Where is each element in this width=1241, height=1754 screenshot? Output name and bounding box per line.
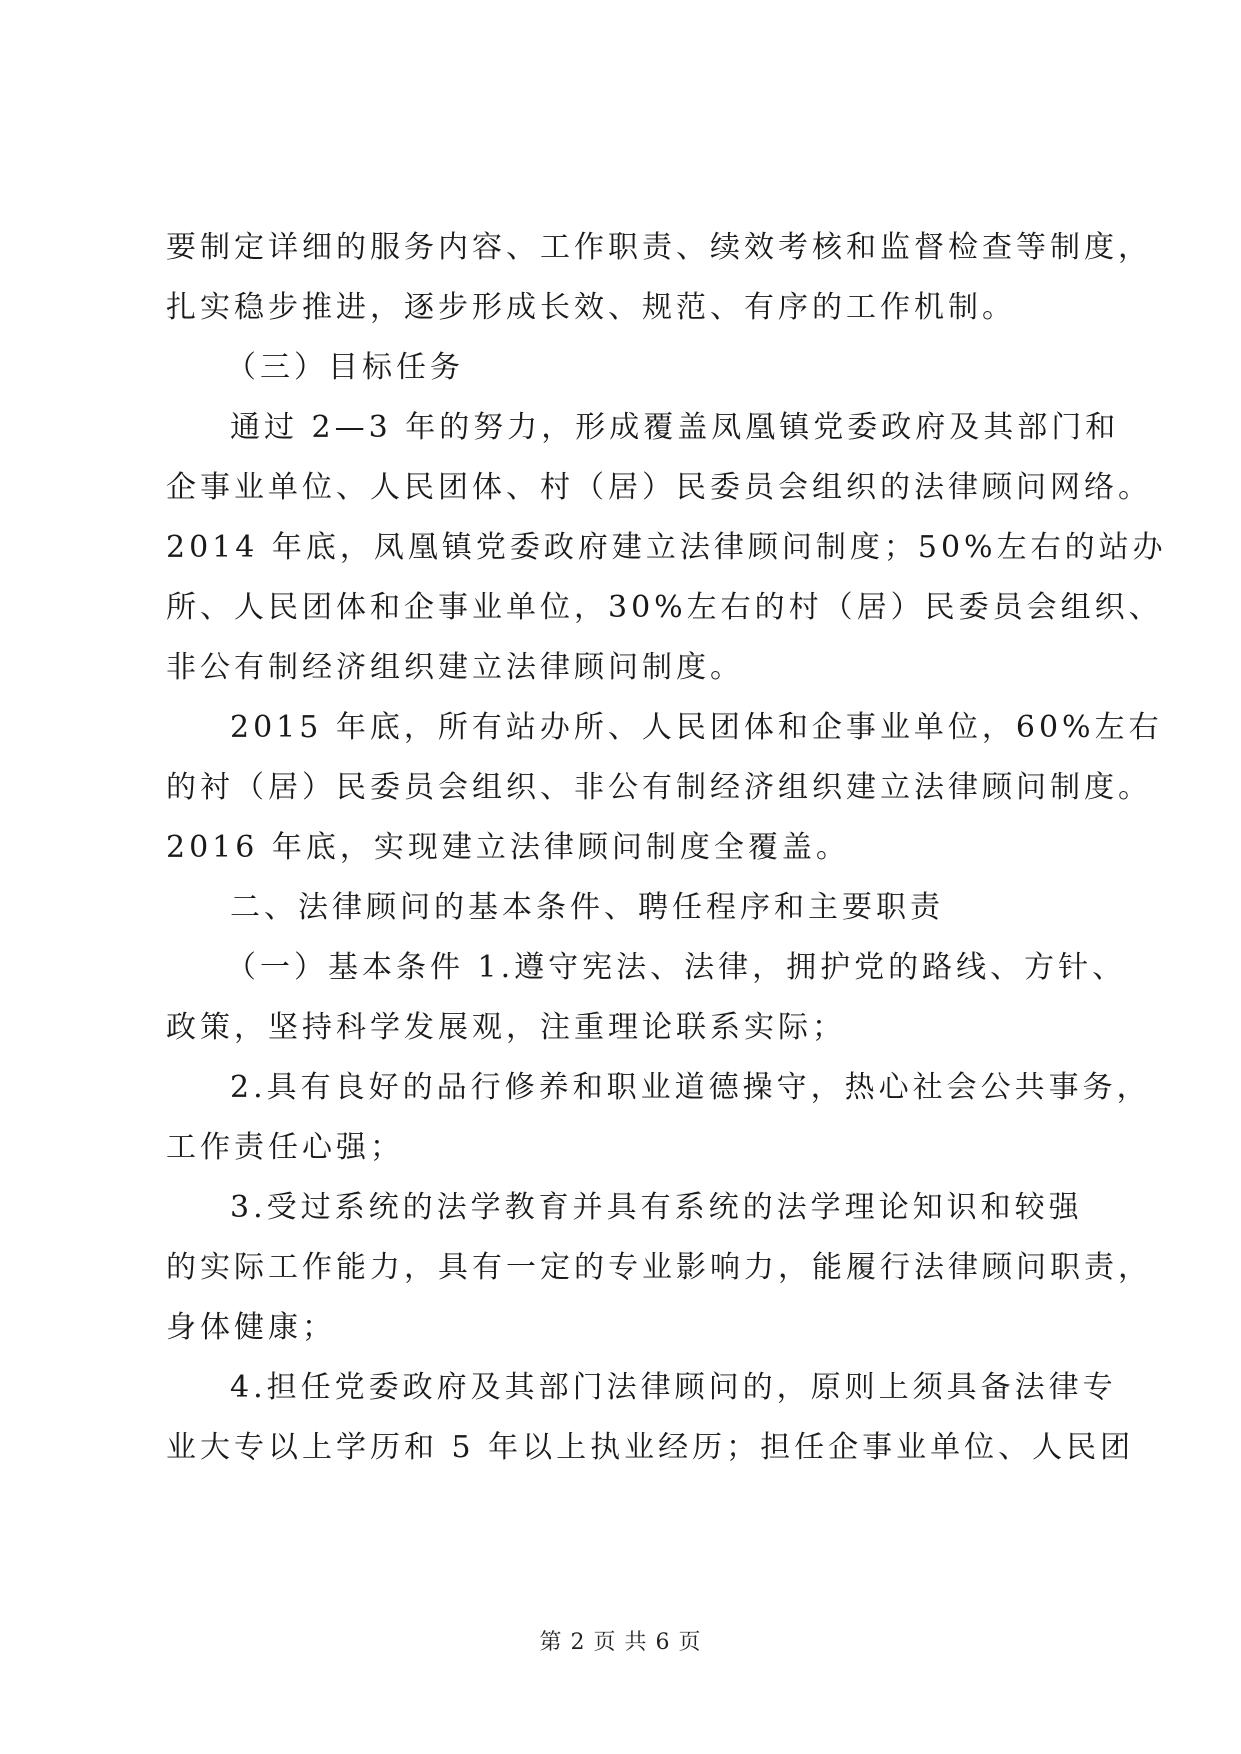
- text-line: 2.具有良好的品行修养和职业道德操守，热心社会公共事务，: [230, 1070, 1151, 1105]
- text-line: 通过 2—3 年的努力，形成覆盖凤凰镇党委政府及其部门和: [230, 410, 1120, 445]
- text-line: 要制定详细的服务内容、工作职责、续效考核和监督检查等制度，: [166, 230, 1152, 265]
- text-line: 的实际工作能力，具有一定的专业影响力，能履行法律顾问职责，: [166, 1250, 1152, 1285]
- text-line: 2015 年底，所有站办所、人民团体和企事业单位，60%左右: [230, 710, 1163, 745]
- section-heading: （三）目标任务: [226, 350, 464, 385]
- text-line: 的衬（居）民委员会组织、非公有制经济组织建立法律顾问制度。: [166, 770, 1152, 805]
- text-line: 业大专以上学历和 5 年以上执业经历；担任企事业单位、人民团: [166, 1430, 1135, 1465]
- page-footer: 第 2 页 共 6 页: [539, 1630, 702, 1655]
- text-line: 身体健康；: [166, 1310, 336, 1345]
- text-line: 4.担任党委政府及其部门法律顾问的，原则上须具备法律专: [230, 1370, 1117, 1405]
- text-line: 所、人民团体和企事业单位，30%左右的村（居）民委员会组织、: [166, 590, 1163, 625]
- text-line: 非公有制经济组织建立法律顾问制度。: [166, 650, 744, 685]
- text-line: 扎实稳步推进，逐步形成长效、规范、有序的工作机制。: [166, 290, 1016, 325]
- text-line: （一）基本条件 1.遵守宪法、法律，拥护党的路线、方针、: [226, 950, 1127, 985]
- text-line: 政策，坚持科学发展观，注重理论联系实际；: [166, 1010, 846, 1045]
- document-body: [166, 218, 1167, 1478]
- text-line: 2016 年底，实现建立法律顾问制度全覆盖。: [166, 830, 850, 865]
- text-line: 3.受过系统的法学教育并具有系统的法学理论知识和较强: [230, 1190, 1083, 1225]
- section-heading: 二、法律顾问的基本条件、聘任程序和主要职责: [230, 890, 944, 925]
- text-line: 工作责任心强；: [166, 1130, 404, 1165]
- text-line: 企事业单位、人民团体、村（居）民委员会组织的法律顾问网络。: [166, 470, 1152, 505]
- text-line: 2014 年底，凤凰镇党委政府建立法律顾问制度；50%左右的站办: [166, 530, 1167, 565]
